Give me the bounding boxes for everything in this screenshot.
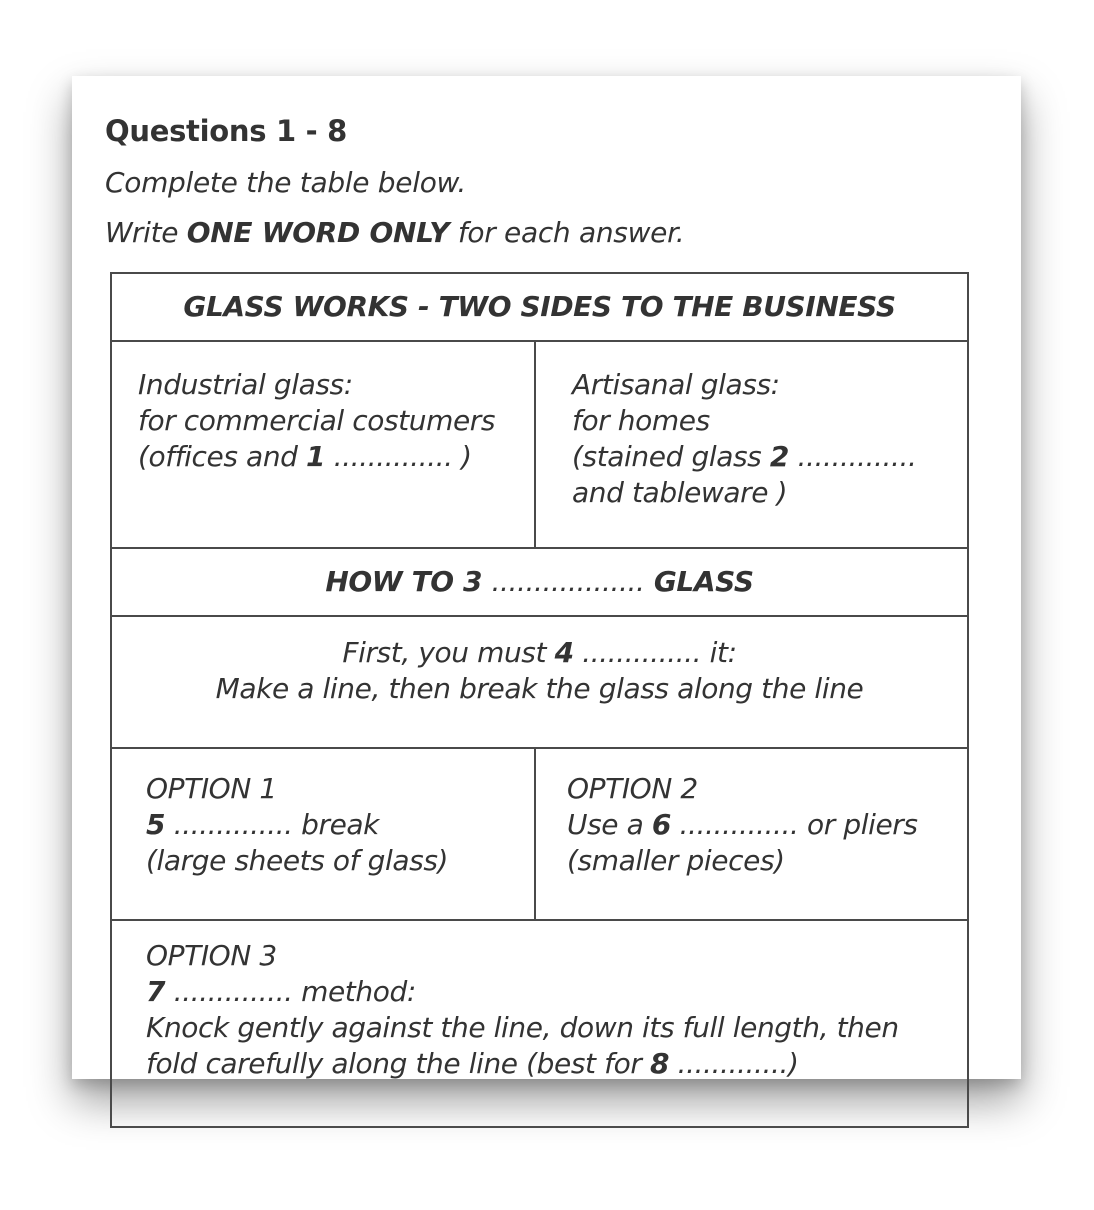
gap-number-6: 6 — [651, 808, 671, 841]
gap-text: fold carefully along the line (best for — [146, 1047, 650, 1080]
gap-text: (offices and — [138, 440, 307, 473]
option-1-title: OPTION 1 — [146, 772, 277, 805]
gap-dots-4: .............. it: — [573, 636, 737, 669]
gap-number-7: 7 — [146, 975, 166, 1008]
option-1-note: (large sheets of glass) — [146, 844, 449, 877]
instruction-text: Write — [105, 216, 187, 249]
artisanal-gap-line — [572, 439, 967, 475]
gap-text: First, you must — [342, 636, 555, 669]
questions-heading: Questions 1 - 8 — [105, 114, 348, 148]
instruction-word-limit — [105, 216, 684, 249]
artisanal-heading: Artisanal glass: — [572, 368, 780, 401]
how-to-text: HOW TO 3 — [325, 565, 492, 598]
gap-text: Use a — [567, 808, 652, 841]
gap-number-4: 4 — [554, 636, 574, 669]
instruction-emphasis: ONE WORD ONLY — [186, 216, 450, 249]
glass-works-table — [110, 272, 969, 1128]
industrial-glass-cell — [111, 341, 535, 548]
option-1-gap-line — [146, 807, 534, 843]
instruction-complete: Complete the table below. — [105, 166, 466, 199]
how-to-heading — [111, 548, 968, 616]
instruction-text: for each answer. — [449, 216, 685, 249]
option-3-description: Knock gently against the line, down its full length, then — [146, 1011, 899, 1044]
artisanal-purpose: for homes — [572, 404, 710, 437]
how-to-glass: GLASS — [644, 565, 754, 598]
option-3-cell — [111, 920, 968, 1127]
gap-dots-3: .................. — [491, 565, 645, 598]
artisanal-glass-cell — [535, 341, 968, 548]
gap-number-1: 1 — [306, 440, 326, 473]
industrial-gap-line — [138, 439, 534, 475]
option-3-gap-line-8 — [146, 1046, 967, 1082]
option-2-gap-line — [567, 807, 967, 843]
question-card — [72, 76, 1021, 1079]
option-3-gap-line — [146, 974, 967, 1010]
first-step-gap-line — [112, 635, 967, 671]
option-2-cell — [535, 748, 968, 920]
first-step-cell — [111, 616, 968, 748]
option-1-cell — [111, 748, 535, 920]
artisanal-tableware: and tableware ) — [572, 476, 788, 509]
gap-number-2: 2 — [769, 440, 789, 473]
option-2-title: OPTION 2 — [567, 772, 698, 805]
gap-number-8: 8 — [649, 1047, 670, 1080]
gap-dots-6: .............. or pliers — [670, 808, 918, 841]
first-step-instruction: Make a line, then break the glass along the line — [215, 672, 864, 705]
gap-dots-2: .............. — [788, 440, 917, 473]
gap-number-5: 5 — [146, 808, 166, 841]
gap-text: (stained glass — [572, 440, 770, 473]
industrial-purpose: for commercial costumers — [138, 404, 496, 437]
option-3-title: OPTION 3 — [146, 939, 277, 972]
industrial-heading: Industrial glass: — [138, 368, 353, 401]
gap-dots-1: .............. ) — [325, 440, 472, 473]
gap-dots-5: .............. break — [165, 808, 379, 841]
gap-dots-8: .............) — [669, 1047, 799, 1080]
table-title: GLASS WORKS - TWO SIDES TO THE BUSINESS — [111, 273, 968, 341]
option-2-note: (smaller pieces) — [567, 844, 785, 877]
gap-dots-7: .............. method: — [165, 975, 416, 1008]
